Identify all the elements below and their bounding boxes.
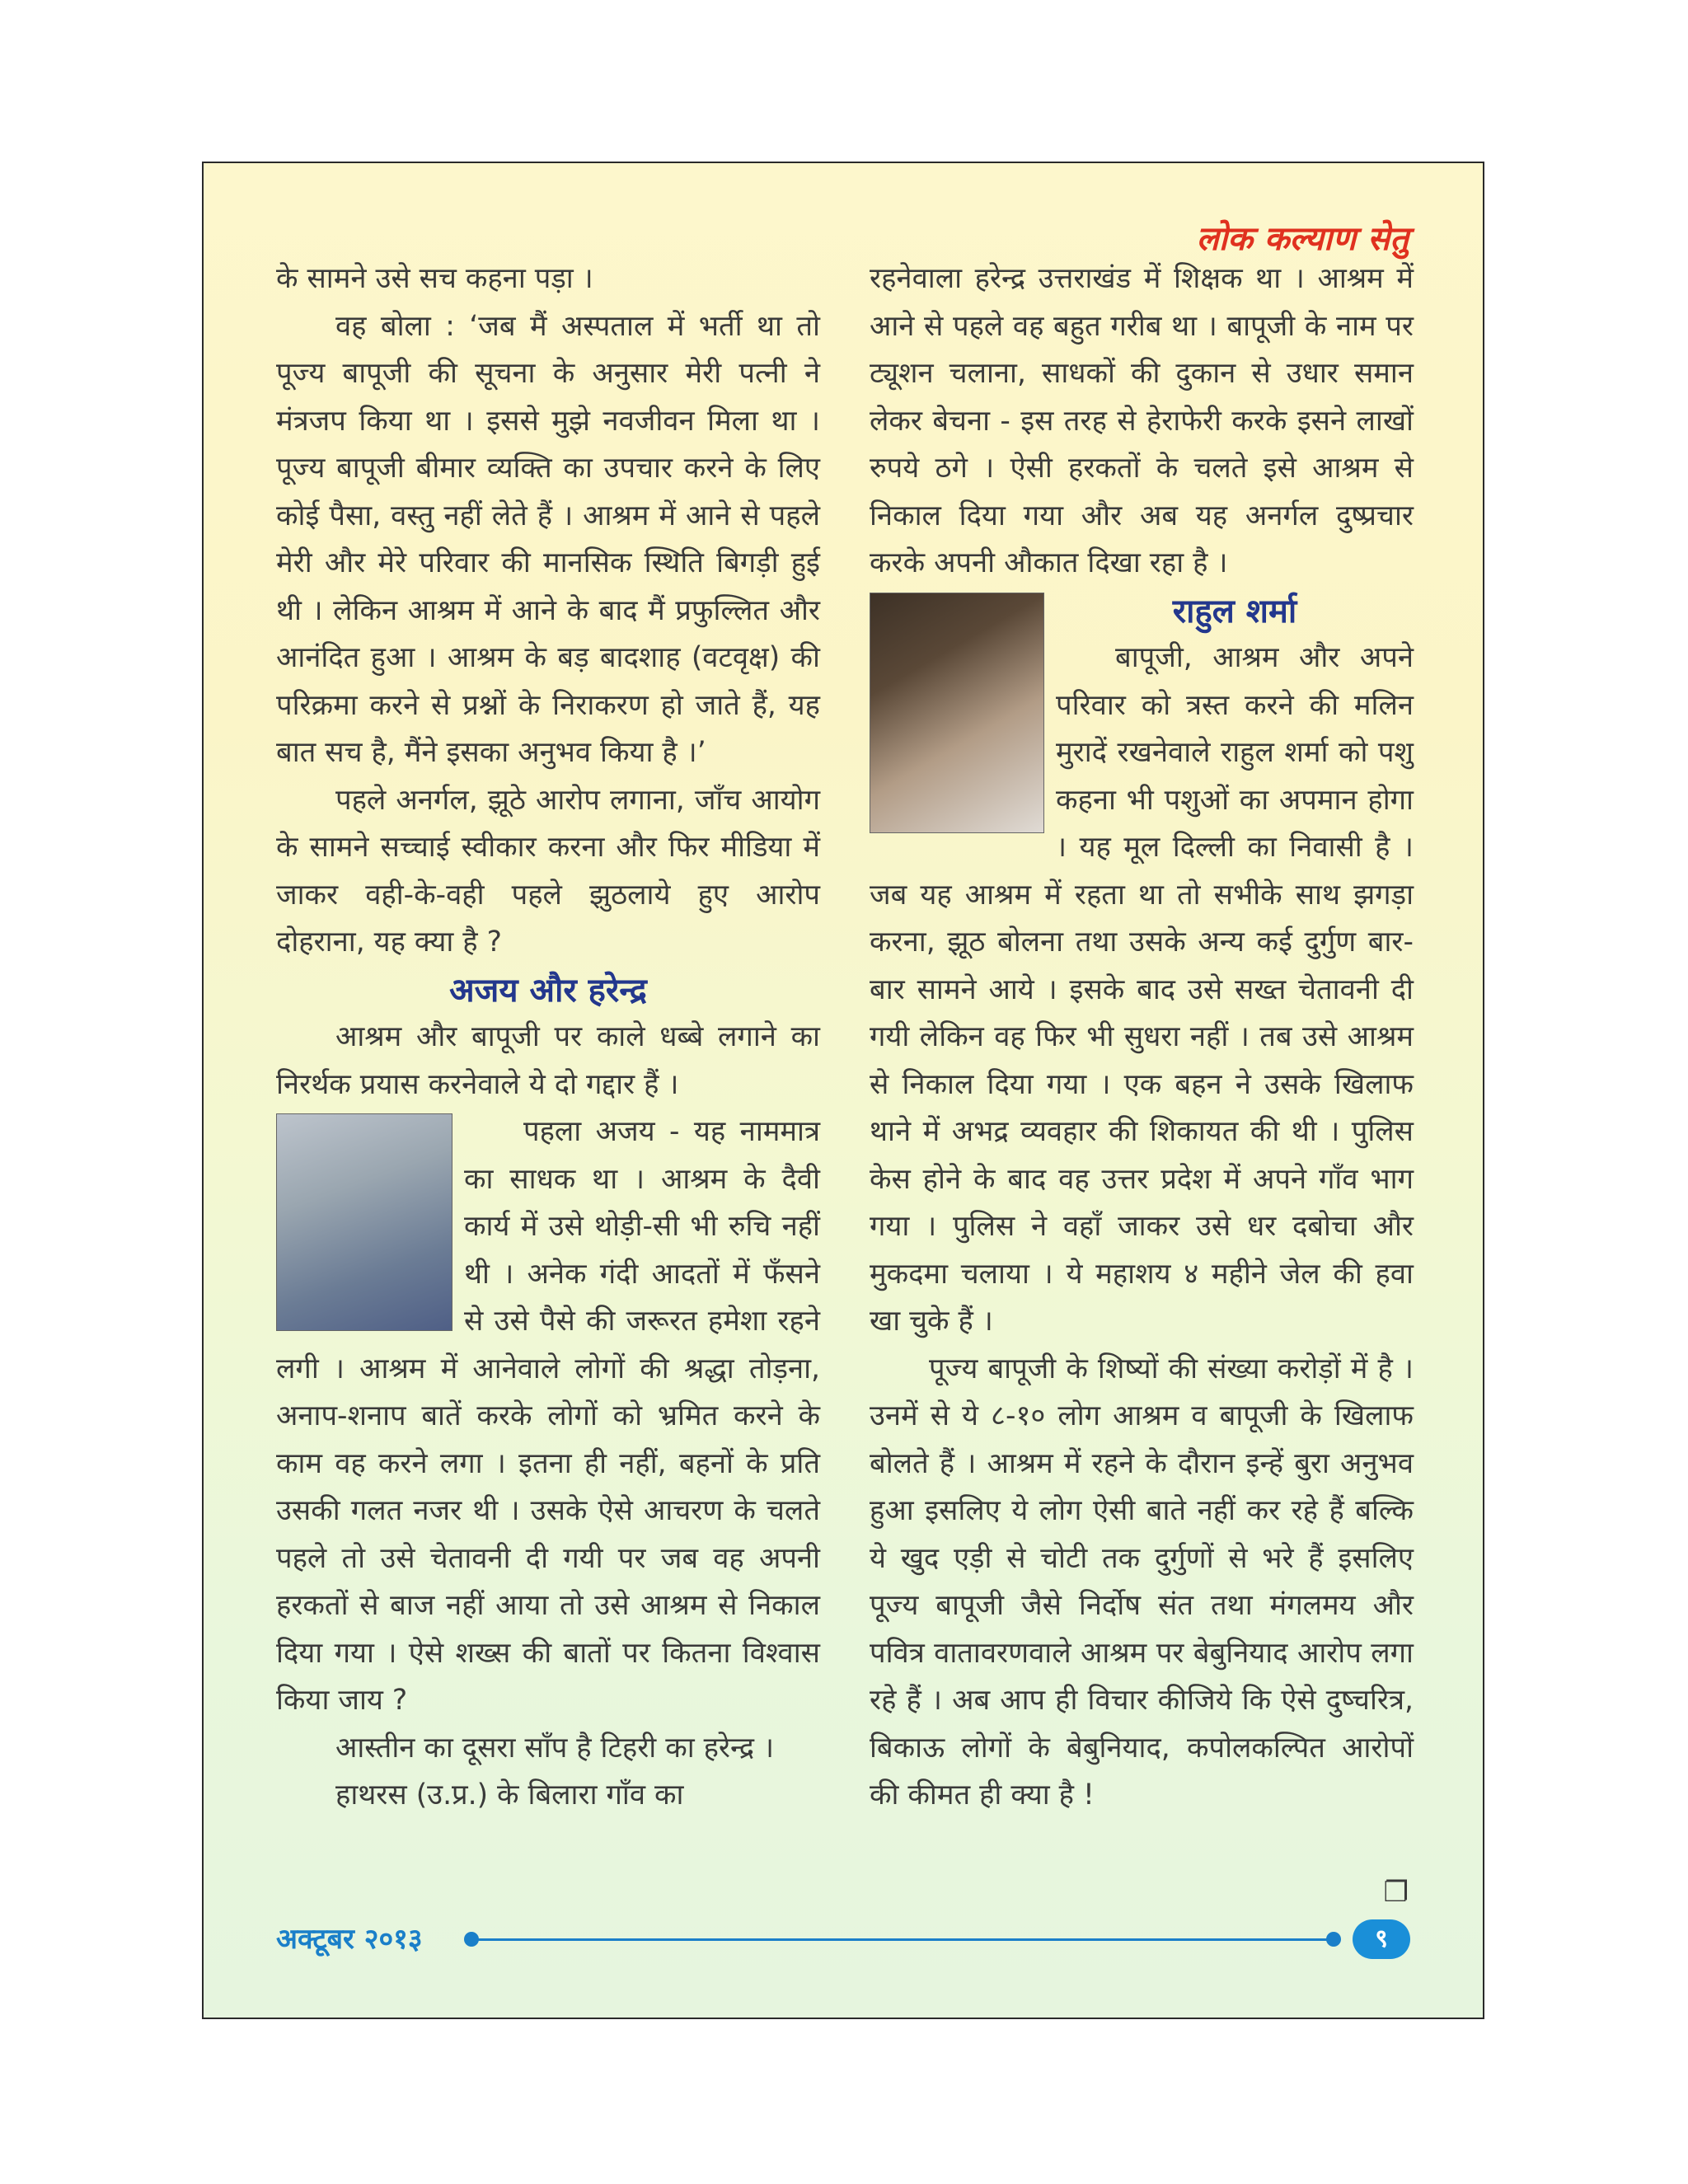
paragraph: रहनेवाला हरेन्द्र उत्तराखंड में शिक्षक था । आश्रम में आने से पहले वह बहुत गरीब था । बापूजी के नाम पर ट्यूशन चलाना, साधकों की दुकान से उधार समान लेकर बेचना - इस तरह से हेराफेरी करके इसने लाखों रुपये ठगे । ऐसी हरकतों के चलते इसे आश्रम से निकाल दिया गया और अब यह अनर्गल दुष्प्रचार करके अपनी औकात दिखा रहा है ।	[870, 262, 1414, 579]
paragraph: बापूजी, आश्रम और अपने परिवार को त्रस्त करने की मलिन मुरादें रखनेवाले राहुल शर्मा को पशु कहना भी पशुओं का अपमान होगा । यह मूल दिल्ली का निवासी है । जब यह आश्रम में रहता था तो सभीके साथ झगड़ा करना, झूठ बोलना तथा उसके अन्य कई दुर्गुण बार-बार सामने आये । इसके बाद उसे सख्त चेतावनी दी गयी लेकिन वह फिर भी सुधरा नहीं । तब उसे आश्रम से निकाल दिया गया । एक बहन ने उसके खिलाफ थाने में अभद्र व्यवहार की शिकायत की थी । पुलिस केस होने के बाद वह उत्तर प्रदेश में अपने गाँव भाग गया । पुलिस ने वहाँ जाकर उसे धर दबोचा और मुकदमा चलाया । ये महाशय ४ महीने जेल की हवा खा चुके हैं ।	[870, 641, 1414, 1338]
ajay-photo	[276, 1113, 452, 1331]
paragraph: आस्तीन का दूसरा साँप है टिहरी का हरेन्द्र ।	[335, 1731, 775, 1765]
issue-date: अक्टूबर २०१३	[276, 1923, 423, 1956]
right-column	[870, 255, 1414, 1820]
left-column	[276, 255, 820, 1820]
page-footer	[276, 1919, 1410, 1959]
footer-dot-icon	[1326, 1932, 1341, 1947]
paragraph: वह बोला : ‘जब मैं अस्पताल में भर्ती था तो पूज्य बापूजी की सूचना के अनुसार मेरी पत्नी ने मंत्रजप किया था । इससे मुझे नवजीवन मिला था । पूज्य बापूजी बीमार व्यक्ति का उपचार करने के लिए कोई पैसा, वस्तु नहीं लेते हैं । आश्रम में आने से पहले मेरी और मेरे परिवार की मानसिक स्थिति बिगड़ी हुई थी । लेकिन आश्रम में आने के बाद मैं प्रफुल्लित और आनंदित हुआ । आश्रम के बड़ बादशाह (वटवृक्ष) की परिक्रमा करने से प्रश्नों के निराकरण हो जाते हैं, यह बात सच है, मैंने इसका अनुभव किया है ।’	[276, 309, 820, 769]
footer-divider	[476, 1938, 1334, 1941]
masthead-title: लोक कल्याण सेतु	[1196, 219, 1409, 258]
magazine-page	[202, 162, 1484, 2019]
paragraph: पहले अनर्गल, झूठे आरोप लगाना, जाँच आयोग के सामने सच्चाई स्वीकार करना और फिर मीडिया में जाकर वही-के-वही पहले झुठलाये हुए आरोप दोहराना, यह क्या है ?	[276, 783, 820, 958]
paragraph: हाथरस (उ.प्र.) के बिलारा गाँव का	[335, 1779, 684, 1811]
paragraph: के सामने उसे सच कहना पड़ा ।	[276, 262, 593, 295]
section-heading-ajay-harendra: अजय और हरेन्द्र	[449, 970, 647, 1010]
paragraph: पहला अजय - यह नाममात्र का साधक था । आश्रम के दैवी कार्य में उसे थोड़ी-सी भी रुचि नहीं थी । अनेक गंदी आदतों में फँसने से उसे पैसे की जरूरत हमेशा रहने लगी । आश्रम में आनेवाले लोगों की श्रद्धा तोड़ना, अनाप-शनाप बातें करके लोगों को भ्रमित करने के काम वह करने लगा । इतना ही नहीं, बहनों के प्रति उसकी गलत नजर थी । उसके ऐसे आचरण के चलते पहले तो उसे चेतावनी दी गयी पर जब वह अपनी हरकतों से बाज नहीं आया तो उसे आश्रम से निकाल दिया गया । ऐसे शख्स की बातों पर कितना विश्वास किया जाय ?	[276, 1115, 820, 1717]
paragraph: पूज्य बापूजी के शिष्यों की संख्या करोड़ों में है । उनमें से ये ८-१० लोग आश्रम व बापूजी के खिलाफ बोलते हैं । आश्रम में रहने के दौरान इन्हें बुरा अनुभव हुआ इसलिए ये लोग ऐसी बाते नहीं कर रहे हैं बल्कि ये खुद एड़ी से चोटी तक दुर्गुणों से भरे हैं इसलिए पूज्य बापूजी जैसे निर्दोष संत तथा मंगलमय और पवित्र वातावरणवाले आश्रम पर बेबुनियाद आरोप लगा रहे हैं । अब आप ही विचार कीजिये कि ऐसे दुष्चरित्र, बिकाऊ लोगों के बेबुनियाद, कपोलकल्पित आरोपों की कीमत ही क्या है !	[870, 1352, 1414, 1811]
end-of-article-icon: ❐	[1383, 1876, 1409, 1909]
section-heading-rahul-sharma: राहुल शर्मा	[1172, 591, 1297, 630]
rahul-photo	[870, 593, 1044, 833]
page-number: ९	[1353, 1919, 1410, 1959]
paragraph: आश्रम और बापूजी पर काले धब्बे लगाने का निरर्थक प्रयास करनेवाले ये दो गद्दार हैं ।	[276, 1020, 820, 1101]
